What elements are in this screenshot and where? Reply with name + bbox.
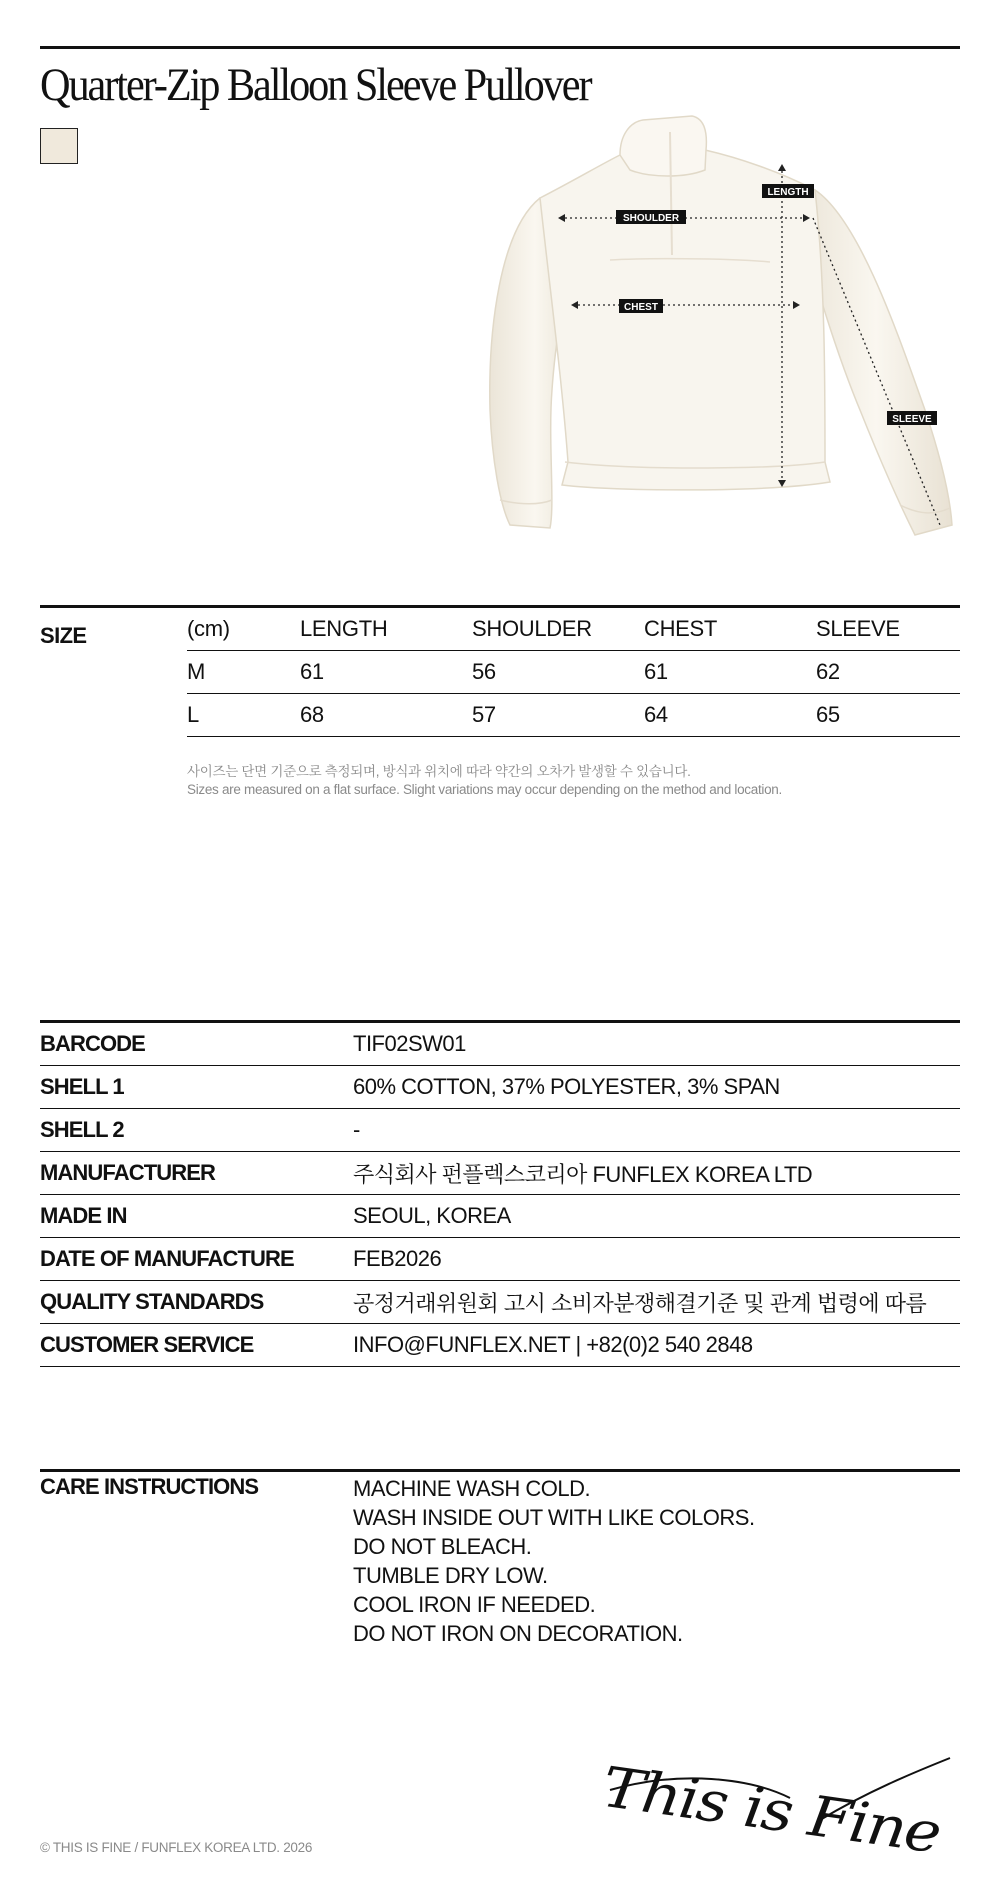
info-key: DATE OF MANUFACTURE xyxy=(40,1238,353,1281)
svg-text:SLEEVE: SLEEVE xyxy=(892,414,932,425)
info-key: SHELL 2 xyxy=(40,1109,353,1152)
info-value: SEOUL, KOREA xyxy=(353,1195,960,1238)
info-value: 60% COTTON, 37% POLYESTER, 3% SPAN xyxy=(353,1066,960,1109)
size-length: 68 xyxy=(300,694,472,737)
size-name: M xyxy=(187,651,300,694)
info-row xyxy=(40,1195,960,1238)
label-shoulder xyxy=(616,210,686,224)
size-length: 61 xyxy=(300,651,472,694)
info-row xyxy=(40,1023,960,1066)
product-title: Quarter-Zip Balloon Sleeve Pullover xyxy=(40,59,591,111)
info-key: MANUFACTURER xyxy=(40,1152,353,1195)
size-note-kr: 사이즈는 단면 기준으로 측정되며, 방식과 위치에 따라 약간의 오차가 발생할 수 있습니다. xyxy=(187,764,691,779)
size-note-en: Sizes are measured on a flat surface. Slight variations may occur depending on the method and location. xyxy=(187,782,782,797)
header-length: LENGTH xyxy=(300,608,472,651)
signature-logo xyxy=(590,1750,960,1880)
size-chest: 64 xyxy=(644,694,816,737)
info-row xyxy=(40,1152,960,1195)
size-row-l xyxy=(187,694,960,737)
measurement-diagram xyxy=(480,110,970,550)
size-sleeve: 65 xyxy=(816,694,960,737)
size-name: L xyxy=(187,694,300,737)
copyright: © THIS IS FINE / FUNFLEX KOREA LTD. 2026 xyxy=(40,1840,313,1855)
care-line: DO NOT BLEACH. xyxy=(353,1534,532,1559)
size-shoulder: 57 xyxy=(472,694,644,737)
size-header-row xyxy=(187,608,960,651)
care-top-rule xyxy=(40,1469,960,1472)
size-row-m xyxy=(187,651,960,694)
size-chest: 61 xyxy=(644,651,816,694)
care-line: COOL IRON IF NEEDED. xyxy=(353,1592,596,1617)
care-line: DO NOT IRON ON DECORATION. xyxy=(353,1621,683,1646)
info-key: CUSTOMER SERVICE xyxy=(40,1324,353,1367)
size-note xyxy=(187,763,782,799)
care-line: WASH INSIDE OUT WITH LIKE COLORS. xyxy=(353,1505,755,1530)
header-sleeve: SLEEVE xyxy=(816,608,960,651)
header-unit: (cm) xyxy=(187,608,300,651)
label-length xyxy=(762,184,814,198)
info-key: SHELL 1 xyxy=(40,1066,353,1109)
info-value: - xyxy=(353,1109,960,1152)
label-chest xyxy=(619,299,663,313)
size-shoulder: 56 xyxy=(472,651,644,694)
info-row xyxy=(40,1281,960,1324)
svg-text:This is Fine: This is Fine xyxy=(598,1753,944,1866)
info-table xyxy=(40,1023,960,1367)
svg-text:SHOULDER: SHOULDER xyxy=(622,213,680,224)
info-value: 공정거래위원회 고시 소비자분쟁해결기준 및 관계 법령에 따름 xyxy=(353,1281,960,1324)
svg-text:LENGTH: LENGTH xyxy=(767,187,809,198)
top-rule xyxy=(40,46,960,49)
size-table xyxy=(187,608,960,737)
care-list xyxy=(353,1474,755,1648)
info-key: BARCODE xyxy=(40,1023,353,1066)
info-value: 주식회사 펀플렉스코리아 FUNFLEX KOREA LTD xyxy=(353,1152,960,1195)
header-chest: CHEST xyxy=(644,608,816,651)
label-sleeve xyxy=(887,411,937,425)
info-row xyxy=(40,1238,960,1281)
info-row xyxy=(40,1066,960,1109)
care-line: MACHINE WASH COLD. xyxy=(353,1476,591,1501)
pullover-illustration xyxy=(490,116,952,535)
care-line: TUMBLE DRY LOW. xyxy=(353,1563,548,1588)
info-key: QUALITY STANDARDS xyxy=(40,1281,353,1324)
color-swatch[interactable] xyxy=(40,128,78,164)
info-key: MADE IN xyxy=(40,1195,353,1238)
info-value[interactable]: INFO@FUNFLEX.NET | +82(0)2 540 2848 xyxy=(353,1324,960,1367)
svg-text:CHEST: CHEST xyxy=(624,302,658,313)
size-sleeve: 62 xyxy=(816,651,960,694)
info-row xyxy=(40,1109,960,1152)
header-shoulder: SHOULDER xyxy=(472,608,644,651)
size-label: SIZE xyxy=(40,623,87,648)
care-label: CARE INSTRUCTIONS xyxy=(40,1474,259,1499)
info-row xyxy=(40,1324,960,1367)
info-value: TIF02SW01 xyxy=(353,1023,960,1066)
info-value: FEB2026 xyxy=(353,1238,960,1281)
